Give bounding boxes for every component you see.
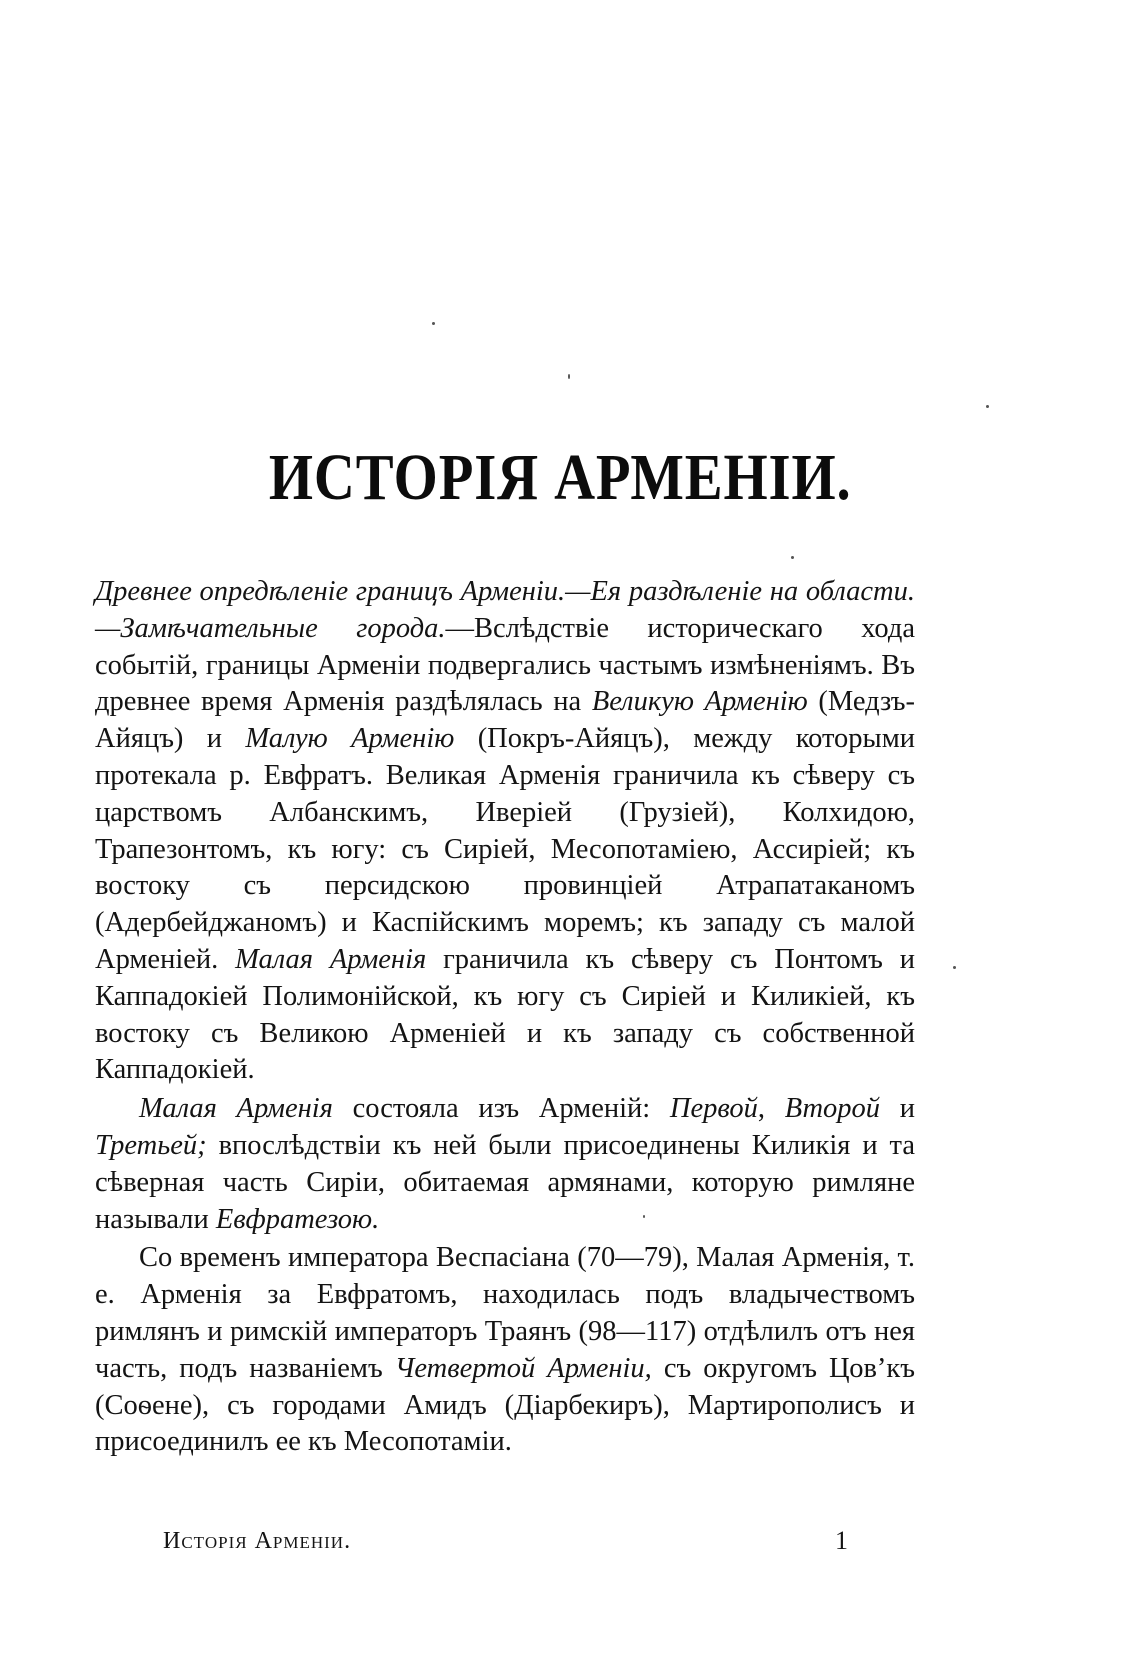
page-number: 1: [835, 1526, 848, 1555]
print-speck: [791, 556, 794, 559]
print-speck: [568, 374, 570, 379]
text-segment-italic: Малая Арменія: [139, 1093, 333, 1125]
page-title: ИСТОРІЯ АРМЕНІИ.: [268, 441, 852, 514]
paragraph-2: [95, 1091, 915, 1238]
text-segment: граничила къ сѣверу съ Понтомъ и Каппадокіей Полимонійской, къ югу съ Сиріей и Киликіей, къ востоку съ Великою Арменіей и къ западу съ собственной Каппадокіей.: [95, 943, 915, 1086]
text-segment: ,: [757, 1093, 785, 1125]
text-segment: впослѣдствіи къ ней были присоединены Киликія и та сѣверная часть Сиріи, обитаемая армянами, которую римляне называли: [95, 1129, 915, 1235]
text-segment-italic: Великую Арменію: [591, 686, 808, 718]
text-segment-italic: Первой: [669, 1093, 758, 1125]
text-segment: Со временъ императора Веспасіана (70—79), Малая Арменія, т. е. Арменія за Евфратомъ, находилась подъ владычествомъ римлянъ и римскій императоръ Траянъ (98—117) отдѣлилъ отъ нея часть, подъ названіемъ: [95, 1242, 915, 1384]
text-segment: состояла изъ Арменій:: [332, 1093, 670, 1125]
text-segment: (Покръ-Айяцъ), между которыми протекала р. Евфратъ. Великая Арменія граничила къ сѣверу съ царствомъ Албанскимъ, Иверіей (Грузіей), Колхидою, Трапезонтомъ, къ югу: съ Сиріей, Месопотаміею, Ассиріей; къ востоку съ персидскою провинціей Атрапатаканомъ (Адербейджаномъ) и Каспійскимъ моремъ; къ западу съ малой Арменіей.: [95, 723, 915, 975]
text-segment-italic: Второй: [784, 1093, 881, 1125]
section-heading-italic: Древнее опредѣленіе границъ Арменіи.—Ея раздѣленіе на области.—Замѣчательные города.: [95, 576, 915, 644]
text-segment: (Медзъ-Айяцъ) и: [95, 686, 915, 755]
paragraph-1: [95, 574, 915, 1089]
print-speck: [432, 322, 435, 325]
print-speck: [643, 1215, 645, 1218]
text-segment-italic: Малую Арменію: [245, 723, 455, 755]
text-segment-italic: Малая Арменія: [235, 943, 427, 975]
print-speck: [953, 966, 956, 969]
text-segment: съ округомъ Цовʼкъ (Соѳене), съ городами Амидъ (Діарбекиръ), Мартирополисъ и присоединилъ ее къ Месопотаміи.: [95, 1352, 915, 1458]
page-footer: [163, 1523, 863, 1559]
text-segment-italic: Четвертой Арменіи,: [394, 1352, 652, 1384]
paragraph-3: [95, 1240, 915, 1461]
running-title: Исторія Арменіи.: [163, 1528, 352, 1554]
body-text: [95, 574, 915, 1461]
text-segment-italic: Евфратезою.: [215, 1203, 380, 1235]
text-segment: —Вслѣдствіе историческаго хода событій, границы Арменіи подвергались частымъ измѣненіямъ. Въ древнее время Арменія раздѣлялась на: [95, 612, 915, 718]
print-speck: [986, 405, 989, 408]
text-segment-italic: Третьей;: [95, 1129, 207, 1161]
text-segment: и: [880, 1093, 915, 1125]
